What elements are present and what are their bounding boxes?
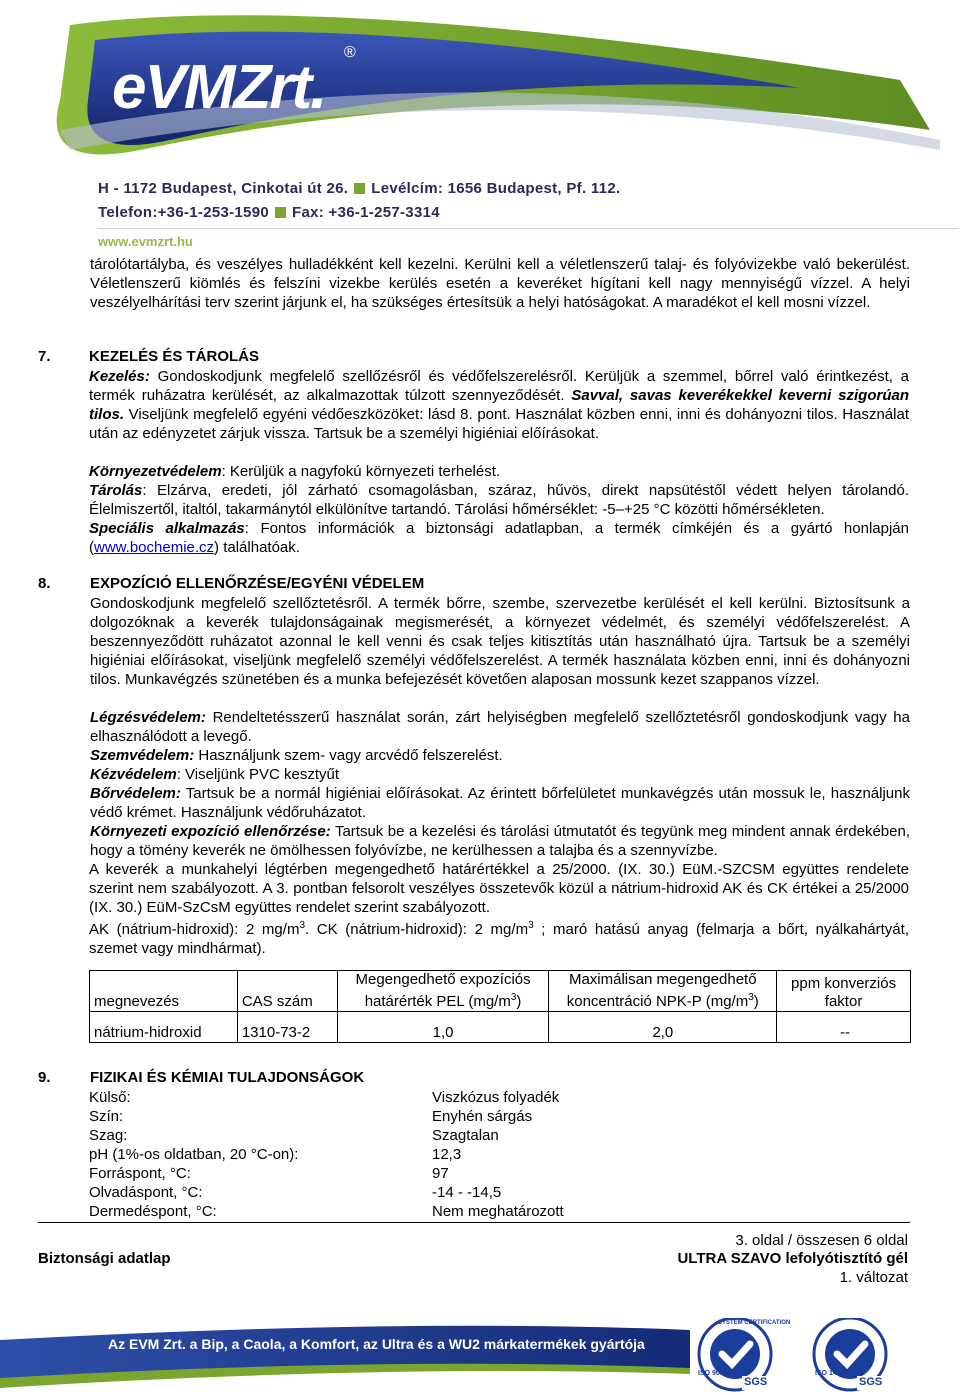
property-value: Nem meghatározott [432, 1203, 564, 1220]
exposure-intro: Gondoskodjunk megfelelő szellőztetésről. A termék bőrre, szembe, szervezetbe kerülését el kell kerülni. Biztosítsunk a dolgozóknak a keverék tulajdonságainak megismerését, a környezet védelmét, és személyi védőfelszerelést. A beszennyeződött ruházatot azonnal le kell venni és csak teljes kitisztítás után használható újra. Tartsuk be a személyi higiéniai előírásokat, viseljünk megfelelő személyi védőfelszerelést. A termék használata közben enni, inni és dohányozni tilos. Munkavégzés szünetében és a munka befejezését követően alaposan mossunk kezet szappanos vízzel. [90, 595, 910, 688]
section-7-number: 7. [38, 348, 51, 365]
property-value: Viszkózus folyadék [432, 1089, 560, 1106]
property-label: Szín: [89, 1108, 124, 1125]
phone-fax-line: Telefon:+36-1-253-1590 Fax: +36-1-257-3314 [98, 204, 440, 221]
cert-iso-9001: ISO 9001:2000 [698, 1370, 746, 1377]
col-header-name: megnevezés [90, 971, 238, 1012]
cert-iso-14001: ISO 14001 [815, 1370, 849, 1377]
special-label: Speciális alkalmazás [89, 520, 245, 537]
section-7-title: KEZELÉS ÉS TÁROLÁS [89, 348, 260, 365]
section-9-title: FIZIKAI ÉS KÉMIAI TULAJDONSÁGOK [90, 1069, 365, 1086]
property-value: Enyhén sárgás [432, 1108, 533, 1125]
section-8-title: EXPOZÍCIÓ ELLENŐRZÉSE/EGYÉNI VÉDELEM [90, 575, 425, 592]
limit-paragraph: A keverék a munkahelyi légtérben megengedhető határértékkel a 25/2000. (IX. 30.) EüM.-SZCSM együttes rendelete szerint nem szabályozott. A 3. pontban felsorolt veszélyes összetevők közül a nátrium-hidroxid AK és CK értékei a 25/2000 (IX. 30.) EüM-SzCsM együttes rendelet szerint szabályozott. [89, 861, 909, 916]
section-8-number: 8. [38, 575, 51, 592]
table-row [90, 1012, 911, 1043]
property-label: Külső: [89, 1089, 131, 1106]
col-header-npk: Maximálisan megengedhető koncentráció NPK-P $(mg/m^3)$ [549, 971, 777, 1012]
sgs-mark: SGS [859, 1376, 883, 1388]
brand-banner [0, 1318, 960, 1395]
storage-label: Tárolás [89, 482, 143, 499]
property-value: Szagtalan [432, 1127, 499, 1144]
cell-pel: 1,0 [337, 1012, 549, 1043]
letterhead [0, 0, 960, 250]
special-use-paragraph: Speciális alkalmazás: Fontos információk a biztonsági adatlapban, a termék címkéjén és a gyártó honlapján (www.bochemie.cz) találhatóak. [89, 520, 909, 556]
version: 1. változat [839, 1269, 908, 1286]
page-number: 3. oldal / összesen 6 oldal [735, 1232, 908, 1249]
property-label: Szag: [89, 1127, 128, 1144]
environment-paragraph: Környezetvédelem: Kerüljük a nagyfokú környezeti terhelést. [89, 463, 501, 480]
storage-paragraph: Tárolás: Elzárva, eredeti, jól zárható csomagolásban, száraz, hűvös, direkt napsütéstől védett helyen tárolandó. Élelmiszertől, italtól, takarmánytól elkülönítve tartandó. Tárolási hőmérséklet: -5–+25 °C közötti hőmérsékleten. [89, 482, 909, 518]
exposure-limits-table [89, 970, 911, 1043]
document-type: Biztonsági adatlap [38, 1250, 171, 1267]
col-header-ppm: ppm konverziós faktor [777, 971, 911, 1012]
registered-mark: ® [344, 44, 356, 61]
intro-paragraph: tárolótartályba, és veszélyes hulladékként kell kezelni. Kerülni kell a véletlenszerű talaj- és folyóvizekbe való bekerülést. Véletlenszerű kiömlés és felszíni vizekbe kerülés esetén a keveréket hígítani kell nagy mennyiségű vízzel. A helyi veszélyelhárítási terv szerint járjunk el, ha szükséges értesítsük a helyi hatóságokat. A maradékot el kell mosni vízzel. [90, 256, 910, 311]
cell-cas: 1310-73-2 [237, 1012, 337, 1043]
respiratory-paragraph: Légzésvédelem: Rendeltetésszerű használat során, zárt helyiségben megfelelő szellőztetésről gondoskodjunk vagy ha elhasználódott a levegő. [90, 709, 910, 745]
hand-protection-paragraph: Kézvédelem: Viseljünk PVC kesztyűt [90, 766, 340, 783]
env-exposure-paragraph: Környezeti expozíció ellenőrzése: Tartsuk be a kezelési és tárolási útmutatót és tegyünk meg mindent annak érdekében, hogy a tömény keverék ne ömölhessen folyóvízbe, ne kerülhessen a talajba és a szennyvízbe. [90, 823, 910, 859]
green-square-icon [275, 207, 286, 218]
sgs-mark: SGS [744, 1376, 768, 1388]
col-header-pel: Megengedhető expozíciós határérték PEL $(mg/m^3)$ [337, 971, 549, 1012]
skin-protection-paragraph: Bőrvédelem: Tartsuk be a normál higiéniai előírásokat. Az érintett bőrfelületet munkavégzés után mossuk le, használjunk védő krémet. Használjunk védőruházatot. [90, 785, 910, 821]
address-line: H - 1172 Budapest, Cinkotai út 26. Levélcím: 1656 Budapest, Pf. 112. [98, 180, 621, 197]
table-header-row [90, 971, 911, 1012]
col-header-cas: CAS szám [237, 971, 337, 1012]
property-value: -14 - -14,5 [432, 1184, 502, 1201]
cert-title: SYSTEM CERTIFICATION [718, 1320, 791, 1326]
header-divider [98, 228, 958, 229]
property-label: Olvadáspont, °C: [89, 1184, 203, 1201]
cell-ppm: -- [777, 1012, 911, 1043]
eye-protection-paragraph: Szemvédelem: Használjunk szem- vagy arcvédő felszerelést. [90, 747, 503, 764]
green-square-icon [354, 183, 365, 194]
ak-ck-paragraph: AK (nátrium-hidroxid): 2 $mg/m^3$. CK (nátrium-hidroxid): 2 $mg/m^3$ ; maró hatású anyag (felmarja a bőrt, nyálkahártyát, szemet vagy mindhármat). [89, 920, 909, 957]
manufacturer-link[interactable]: www.bochemie.cz [94, 539, 215, 556]
product-name: ULTRA SZAVO lefolyótisztító gél [677, 1250, 908, 1267]
env-label: Környezetvédelem [89, 463, 222, 480]
brand-line: Az EVM Zrt. a Bip, a Caola, a Komfort, az Ultra és a WU2 márkatermékek gyártója [108, 1336, 645, 1352]
property-label: pH (1%-os oldatban, 20 °C-on): [89, 1146, 299, 1163]
cell-name: nátrium-hidroxid [90, 1012, 238, 1043]
property-value: 12,3 [432, 1146, 462, 1163]
property-label: Forráspont, °C: [89, 1165, 191, 1182]
cell-npk: 2,0 [549, 1012, 777, 1043]
acid-warning: Savval, savas keverékekkel keverni szigorúan tilos. [89, 387, 909, 423]
footer-rule [38, 1222, 910, 1223]
company-logo-text: eVMZrt. [112, 53, 326, 122]
handling-paragraph: Kezelés: Gondoskodjunk megfelelő szellőzésről és védőfelszerelésről. Kerüljük a szemmel, bőrrel való érintkezést, a termék ruházatra kerülését, az alkalmazottak túlzott szennyeződését. Savval, savas keverékekkel keverni szigorúan tilos. Viseljünk megfelelő egyéni védőeszközöket: lásd 8. pont. Használat közben enni, inni és dohányozni tilos. Használat után az edényzetet zárjuk vissza. Tartsuk be a személyi higiéniai előírásokat. [89, 368, 909, 442]
property-value: 97 [432, 1165, 449, 1182]
handling-label: Kezelés: [89, 368, 150, 385]
website-link[interactable]: www.evmzrt.hu [98, 234, 193, 249]
section-9-number: 9. [38, 1069, 51, 1086]
property-label: Dermedéspont, °C: [89, 1203, 217, 1220]
